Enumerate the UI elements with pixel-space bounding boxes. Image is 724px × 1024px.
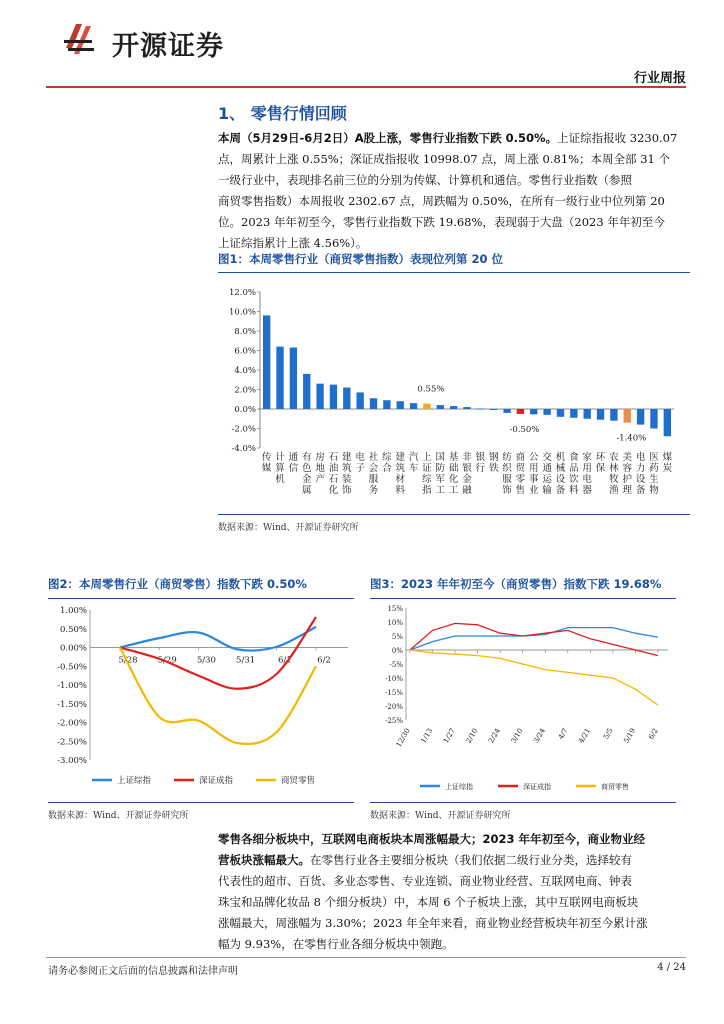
x-tick-label: 料 bbox=[569, 485, 579, 496]
x-tick-label: 贸 bbox=[515, 463, 526, 474]
y-tick-label: 10% bbox=[387, 619, 403, 627]
x-tick-label: 5/5 bbox=[602, 727, 615, 741]
x-tick-label: 3/10 bbox=[509, 727, 525, 745]
x-tick-label: 理 bbox=[622, 485, 633, 496]
bar bbox=[530, 409, 537, 414]
x-tick-label: 械 bbox=[555, 463, 566, 474]
x-tick-label: 础 bbox=[448, 463, 459, 474]
x-tick-label: 防 bbox=[435, 463, 446, 474]
x-tick-label: 钢 bbox=[488, 452, 499, 463]
y-tick-label: 2.0% bbox=[234, 385, 256, 396]
x-tick-label: 医 bbox=[649, 452, 659, 463]
y-tick-label: 0% bbox=[391, 647, 403, 655]
figure2-source: 数据来源：Wind、开源证券研究所 bbox=[48, 811, 189, 821]
x-tick-label: 备 bbox=[555, 485, 566, 496]
x-tick-label: 机 bbox=[555, 452, 566, 463]
x-tick-label: 电 bbox=[355, 452, 365, 463]
bar bbox=[383, 400, 390, 409]
x-tick-label: 金 bbox=[301, 474, 312, 485]
series-line bbox=[120, 627, 316, 651]
bar bbox=[477, 409, 484, 410]
figure1-source: 数据来源：Wind、开源证券研究所 bbox=[218, 523, 359, 533]
bar bbox=[276, 347, 283, 409]
bar bbox=[356, 392, 363, 409]
y-tick-label: 0.0% bbox=[234, 405, 256, 415]
bar bbox=[437, 405, 444, 409]
x-tick-label: 备 bbox=[635, 485, 646, 496]
x-tick-label: 社 bbox=[368, 452, 379, 463]
x-tick-label: 林 bbox=[609, 463, 619, 474]
x-tick-label: 服 bbox=[502, 474, 512, 485]
x-tick-label: 工 bbox=[448, 485, 459, 496]
x-tick-label: 交 bbox=[542, 452, 552, 463]
x-tick-label: 媒 bbox=[261, 463, 272, 474]
legend-label: 上证综指 bbox=[445, 783, 473, 791]
x-tick-label: 5/29 bbox=[157, 655, 177, 666]
intro-bold: 本周（5月29日-6月2日）A股上涨，零售行业指数下跌 0.50%。 bbox=[218, 131, 558, 145]
x-tick-label: 筑 bbox=[342, 463, 352, 474]
intro-text: 上证综指报收 3230.07 bbox=[557, 131, 678, 145]
data-label: -0.50% bbox=[509, 424, 540, 435]
bar bbox=[543, 409, 550, 415]
figure3-rule bbox=[370, 598, 676, 599]
bar bbox=[624, 409, 631, 423]
x-tick-label: 2/10 bbox=[464, 727, 480, 745]
x-tick-label: 输 bbox=[542, 485, 552, 496]
x-tick-label: 事 bbox=[529, 474, 539, 485]
x-tick-label: 信 bbox=[288, 463, 299, 474]
figure3-source: 数据来源：Wind、开源证券研究所 bbox=[370, 811, 511, 821]
x-tick-label: 装 bbox=[342, 474, 352, 485]
footer-disclaimer: 请务必参阅正文后面的信息披露和法律声明 bbox=[48, 966, 238, 977]
x-tick-label: 算 bbox=[275, 463, 285, 474]
x-tick-label: 业 bbox=[529, 485, 539, 496]
x-tick-label: 国 bbox=[435, 452, 446, 463]
x-tick-label: 6/2 bbox=[317, 655, 331, 666]
bar bbox=[370, 398, 377, 409]
x-tick-label: 建 bbox=[342, 452, 352, 463]
x-tick-label: 6/2 bbox=[647, 727, 660, 741]
segment-bold: 零售各细分板块中，互联网电商板块本周涨幅最大；2023 年年初至今，商业物业经 bbox=[218, 832, 646, 846]
x-tick-label: 会 bbox=[368, 463, 379, 474]
x-tick-label: 石 bbox=[328, 474, 339, 485]
x-tick-label: 药 bbox=[649, 463, 659, 474]
x-tick-label: 12/30 bbox=[394, 727, 412, 749]
x-tick-label: 食 bbox=[569, 452, 579, 463]
y-tick-label: -4.0% bbox=[231, 444, 256, 454]
figure2-chart bbox=[48, 602, 354, 798]
bar bbox=[650, 409, 657, 429]
data-label: 0.55% bbox=[417, 384, 445, 395]
x-tick-label: 工 bbox=[435, 485, 446, 496]
y-tick-label: 0.00% bbox=[59, 643, 87, 654]
section-title: 1、 零售行情回顾 bbox=[218, 104, 347, 123]
series-line bbox=[410, 623, 658, 655]
x-tick-label: 通 bbox=[542, 463, 552, 474]
y-tick-label: -2.00% bbox=[57, 718, 87, 729]
x-tick-label: 设 bbox=[555, 474, 566, 485]
bar bbox=[423, 404, 430, 409]
x-tick-label: 炭 bbox=[662, 463, 673, 474]
x-tick-label: 电 bbox=[582, 474, 592, 485]
x-tick-label: 饮 bbox=[569, 474, 579, 485]
x-tick-label: 料 bbox=[395, 485, 405, 496]
x-tick-label: 纺 bbox=[502, 452, 512, 463]
x-tick-label: 非 bbox=[462, 452, 472, 463]
x-tick-label: 家 bbox=[582, 452, 592, 463]
bar bbox=[410, 403, 417, 409]
segment-text: 涨幅最大，周涨幅为 3.30%；2023 年全年来看，商业物业经营板块年初至今累计涨 bbox=[218, 916, 648, 930]
x-tick-label: 银 bbox=[462, 463, 472, 474]
figure3-title: 图3：2023 年年初至今（商贸零售）指数下跌 19.68% bbox=[370, 577, 662, 591]
bar bbox=[664, 409, 671, 436]
y-tick-label: 0.50% bbox=[59, 624, 87, 635]
x-tick-label: 融 bbox=[462, 485, 472, 496]
x-tick-label: 农 bbox=[609, 452, 619, 463]
x-tick-label: 证 bbox=[422, 463, 432, 474]
bar bbox=[290, 348, 297, 409]
bar bbox=[450, 406, 457, 409]
x-tick-label: 商 bbox=[515, 452, 526, 463]
figure1-chart bbox=[218, 280, 690, 500]
y-tick-label: 8.0% bbox=[234, 327, 256, 337]
x-tick-label: 用 bbox=[582, 463, 592, 474]
bar bbox=[463, 407, 470, 409]
legend-label: 深证成指 bbox=[523, 783, 551, 791]
legend-label: 上证综指 bbox=[117, 776, 152, 786]
x-tick-label: 4/7 bbox=[556, 727, 570, 741]
x-tick-label: 子 bbox=[355, 463, 365, 474]
figure3-chart bbox=[370, 602, 676, 798]
x-tick-label: 环 bbox=[595, 452, 606, 463]
figure2-rule bbox=[48, 598, 354, 599]
x-tick-label: 服 bbox=[368, 474, 379, 485]
x-tick-label: 传 bbox=[261, 452, 272, 463]
y-tick-label: 12.0% bbox=[228, 288, 256, 298]
intro-text: 商贸零售指数）本周报收 2302.67 点，周跌幅为 0.50%，在所有一级行业中位列第 20 bbox=[218, 194, 665, 208]
logo bbox=[60, 18, 104, 62]
x-tick-label: 房 bbox=[315, 452, 325, 463]
x-tick-label: 化 bbox=[448, 474, 459, 485]
y-tick-label: -5% bbox=[389, 661, 403, 669]
bar bbox=[343, 388, 350, 409]
x-tick-label: 有 bbox=[301, 452, 312, 463]
x-tick-label: 零 bbox=[515, 474, 526, 485]
y-tick-label: -20% bbox=[385, 703, 403, 711]
figure2-bottom-rule bbox=[48, 802, 354, 803]
x-tick-label: 设 bbox=[635, 474, 646, 485]
y-tick-label: -25% bbox=[385, 717, 403, 725]
bar bbox=[570, 409, 577, 418]
x-tick-label: 行 bbox=[475, 463, 486, 474]
x-tick-label: 护 bbox=[622, 474, 633, 485]
x-tick-label: 5/31 bbox=[236, 655, 256, 666]
x-tick-label: 地 bbox=[315, 463, 325, 474]
y-tick-label: -0.50% bbox=[57, 662, 87, 673]
y-tick-label: 15% bbox=[387, 605, 403, 613]
x-tick-label: 综 bbox=[422, 474, 432, 485]
x-tick-label: 饰 bbox=[502, 485, 512, 496]
x-tick-label: 基 bbox=[448, 452, 459, 463]
legend-label: 商贸零售 bbox=[601, 783, 629, 791]
x-tick-label: 材 bbox=[395, 474, 405, 485]
figure1-title: 图1：本周零售行业（商贸零售指数）表现位列第 20 位 bbox=[218, 252, 504, 266]
y-tick-label: -2.50% bbox=[57, 737, 87, 748]
segment-bold: 营板块涨幅最大。 bbox=[218, 853, 310, 867]
x-tick-label: 生 bbox=[649, 474, 659, 485]
x-tick-label: 油 bbox=[328, 463, 339, 474]
x-tick-label: 化 bbox=[328, 485, 339, 496]
x-tick-label: 煤 bbox=[662, 452, 673, 463]
x-tick-label: 石 bbox=[328, 452, 339, 463]
y-tick-label: 5% bbox=[391, 633, 403, 641]
logo-text: 开源证券 bbox=[112, 31, 224, 62]
x-tick-label: 饰 bbox=[342, 485, 352, 496]
x-tick-label: 牧 bbox=[609, 474, 619, 485]
x-tick-label: 1/13 bbox=[419, 727, 435, 745]
data-label: -1.40% bbox=[616, 433, 647, 444]
logo-mark-icon bbox=[60, 18, 104, 62]
footer-rule bbox=[46, 957, 686, 958]
x-tick-label: 军 bbox=[435, 474, 446, 485]
bar bbox=[610, 409, 617, 421]
intro-text: 位。2023 年年初至今，零售行业指数下跌 19.68%，表现弱于大盘（2023 年年初至今 bbox=[218, 215, 665, 229]
figure1-bottom-rule bbox=[218, 514, 690, 515]
bar bbox=[330, 385, 337, 409]
legend-label: 商贸零售 bbox=[281, 776, 316, 786]
x-tick-label: 务 bbox=[368, 485, 379, 496]
bar bbox=[503, 409, 510, 413]
figure3-bottom-rule bbox=[370, 802, 676, 803]
y-tick-label: 1.00% bbox=[59, 606, 87, 616]
x-tick-label: 售 bbox=[515, 485, 526, 496]
x-tick-label: 银 bbox=[475, 452, 486, 463]
bar bbox=[557, 409, 564, 417]
x-tick-label: 计 bbox=[275, 452, 285, 463]
x-tick-label: 汽 bbox=[408, 452, 419, 463]
x-tick-label: 产 bbox=[315, 474, 325, 485]
x-tick-label: 综 bbox=[382, 452, 392, 463]
page-number: 4 / 24 bbox=[657, 962, 686, 973]
segment-paragraph bbox=[218, 829, 690, 955]
bar bbox=[584, 409, 591, 419]
x-tick-label: 6/1 bbox=[277, 655, 292, 666]
segment-text: 在零售行业各主要细分板块（我们依据二级行业分类，选择较有 bbox=[310, 853, 632, 867]
intro-paragraph bbox=[218, 128, 690, 254]
x-tick-label: 织 bbox=[502, 463, 512, 474]
y-tick-label: -10% bbox=[385, 675, 403, 683]
x-tick-label: 力 bbox=[635, 463, 646, 474]
y-tick-label: -2.0% bbox=[231, 424, 256, 435]
bar bbox=[316, 384, 323, 409]
x-tick-label: 指 bbox=[422, 485, 432, 496]
segment-text: 幅为 9.93%，在零售行业各细分板块中领跑。 bbox=[218, 937, 454, 951]
x-tick-label: 3/24 bbox=[532, 727, 548, 745]
x-tick-label: 通 bbox=[288, 452, 299, 463]
x-tick-label: 车 bbox=[408, 463, 419, 474]
x-tick-label: 用 bbox=[529, 463, 539, 474]
bar bbox=[263, 315, 270, 409]
report-type: 行业周报 bbox=[633, 71, 686, 86]
x-tick-label: 容 bbox=[622, 463, 633, 474]
x-tick-label: 铁 bbox=[488, 463, 499, 474]
figure1-rule bbox=[218, 272, 690, 273]
bar bbox=[597, 409, 604, 420]
x-tick-label: 机 bbox=[275, 474, 285, 485]
segment-text: 代表性的超市、百货、多业态零售、专业连锁、商业物业经营、互联网电商、钟表 bbox=[218, 874, 632, 888]
intro-text: 一级行业中，表现排名前三位的分别为传媒、计算机和通信。零售行业指数（参照 bbox=[218, 173, 632, 187]
x-tick-label: 5/19 bbox=[622, 727, 638, 745]
intro-text: 点，周累计上涨 0.55%；深证成指报收 10998.07 点，周上涨 0.81%；本周全部 31 个 bbox=[218, 152, 671, 166]
x-tick-label: 金 bbox=[462, 474, 472, 485]
x-tick-label: 属 bbox=[301, 485, 312, 496]
bar bbox=[637, 409, 644, 425]
x-tick-label: 2/24 bbox=[487, 727, 502, 745]
x-tick-label: 5/28 bbox=[118, 655, 138, 666]
y-tick-label: -1.50% bbox=[57, 699, 87, 710]
y-tick-label: 6.0% bbox=[234, 346, 256, 357]
series-line bbox=[120, 617, 316, 689]
x-tick-label: 色 bbox=[301, 463, 312, 474]
x-tick-label: 物 bbox=[649, 485, 659, 496]
x-tick-label: 美 bbox=[622, 452, 633, 463]
x-tick-label: 保 bbox=[595, 463, 606, 474]
bar bbox=[490, 409, 497, 410]
y-tick-label: 10.0% bbox=[228, 307, 256, 318]
segment-text: 珠宝和品牌化妆品 8 个细分板块）中，本周 6 个子板块上涨，其中互联网电商板块 bbox=[218, 895, 639, 909]
y-tick-label: -15% bbox=[385, 689, 403, 697]
x-tick-label: 公 bbox=[529, 452, 539, 463]
x-tick-label: 1/27 bbox=[442, 727, 457, 745]
x-tick-label: 4/21 bbox=[577, 727, 593, 745]
y-tick-label: 4.0% bbox=[234, 366, 256, 376]
legend-label: 深证成指 bbox=[199, 776, 234, 786]
x-tick-label: 上 bbox=[422, 452, 432, 463]
bar bbox=[397, 401, 404, 409]
x-tick-label: 筑 bbox=[395, 463, 405, 474]
y-tick-label: -1.00% bbox=[57, 681, 87, 691]
x-tick-label: 品 bbox=[569, 463, 579, 474]
x-tick-label: 电 bbox=[635, 452, 646, 463]
x-tick-label: 合 bbox=[382, 463, 392, 474]
bar bbox=[303, 374, 310, 409]
x-tick-label: 渔 bbox=[609, 485, 619, 496]
bar bbox=[517, 409, 524, 414]
x-tick-label: 运 bbox=[542, 474, 552, 485]
intro-text: 上证综指累计上涨 4.56%）。 bbox=[218, 236, 368, 250]
x-tick-label: 器 bbox=[582, 485, 592, 496]
x-tick-label: 5/30 bbox=[196, 655, 216, 666]
header-rule bbox=[46, 86, 686, 88]
y-tick-label: -3.00% bbox=[57, 756, 87, 766]
series-line bbox=[410, 650, 658, 705]
x-tick-label: 建 bbox=[395, 452, 405, 463]
figure2-title: 图2：本周零售行业（商贸零售）指数下跌 0.50% bbox=[48, 577, 307, 591]
